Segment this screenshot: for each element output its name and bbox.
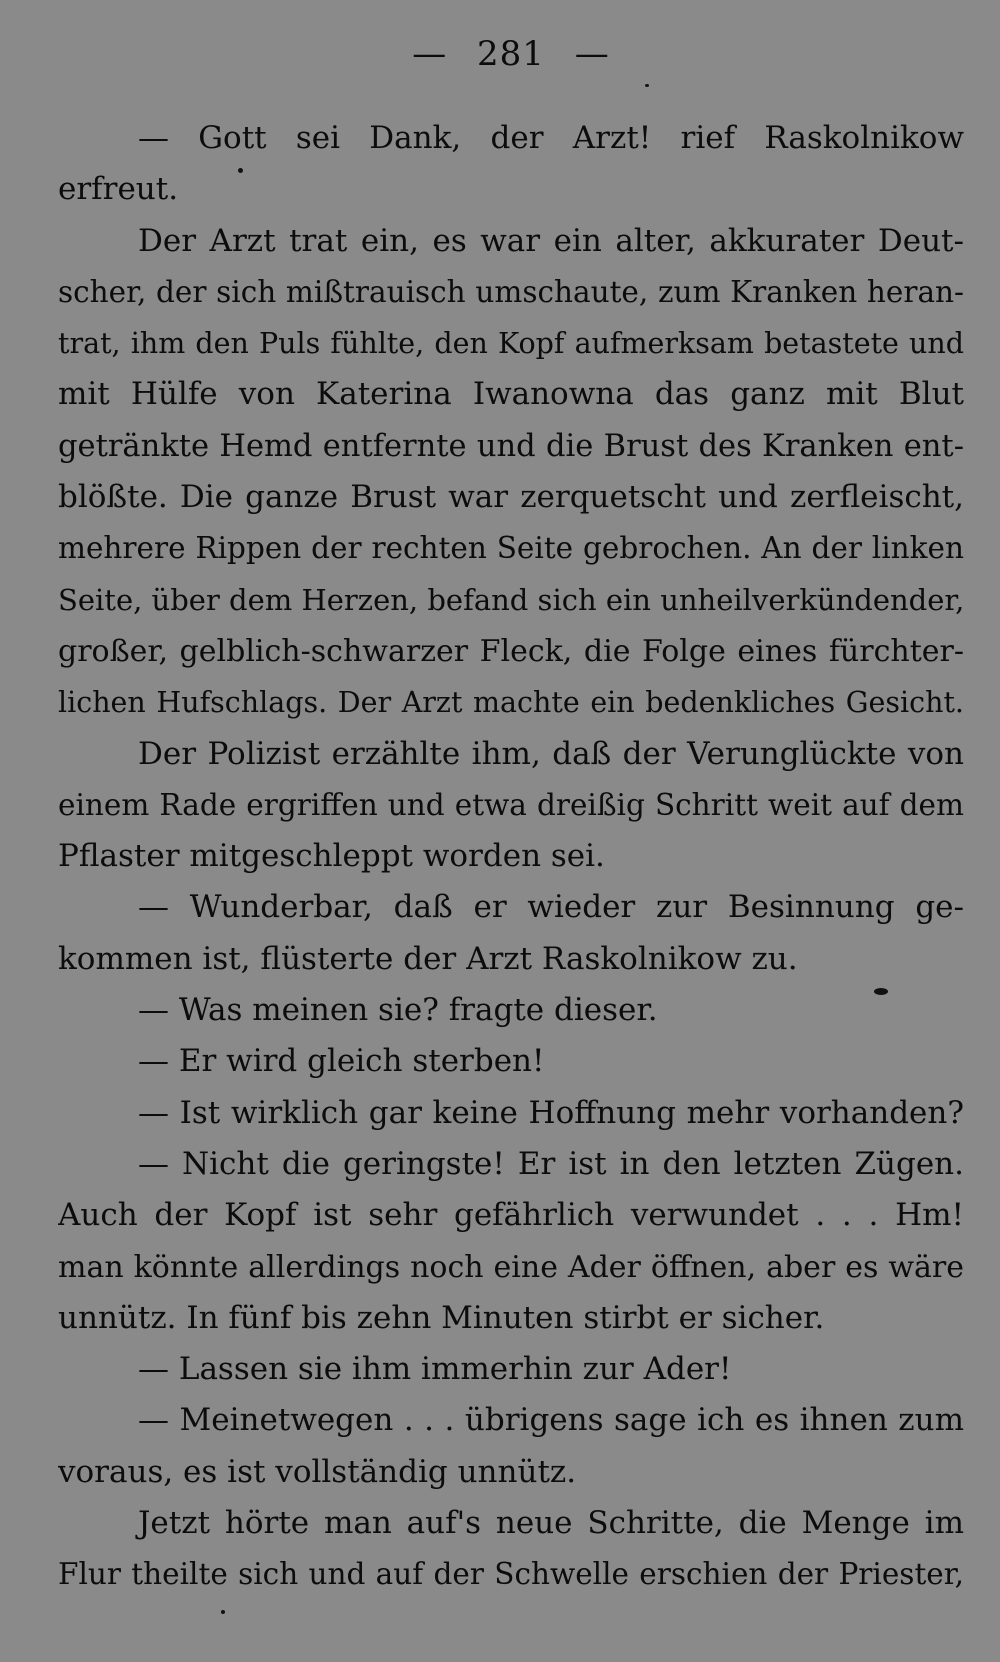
- text-line: mehrere Rippen der rechten Seite gebrochen. An der linken: [58, 531, 964, 566]
- text-line: getränkte Hemd entfernte und die Brust des Kranken ent-: [58, 428, 964, 464]
- text-line: unnütz. In fünf bis zehn Minuten stirbt er sicher.: [58, 1299, 825, 1336]
- body-text: [58, 113, 964, 1601]
- text-line: — Nicht die geringste! Er ist in den letzten Zügen.: [138, 1145, 964, 1182]
- text-line: voraus, es ist vollständig unnütz.: [58, 1453, 577, 1490]
- text-line: Flur theilte sich und auf der Schwelle erschien der Priester,: [58, 1557, 964, 1592]
- text-line: — Meinetwegen . . . übrigens sage ich es ihnen zum: [138, 1402, 964, 1439]
- book-page: [58, 0, 964, 1662]
- text-line: kommen ist, flüsterte der Arzt Raskolnikow zu.: [58, 940, 798, 977]
- scan-speck: [645, 84, 649, 87]
- text-line: erfreut.: [58, 171, 179, 208]
- page-header: [58, 34, 964, 74]
- text-line: man könnte allerdings noch eine Ader öffnen, aber es wäre: [58, 1249, 964, 1285]
- text-line: Der Arzt trat ein, es war ein alter, akkurater Deut-: [138, 222, 964, 259]
- text-line: scher, der sich mißtrauisch umschaute, zum Kranken heran-: [58, 274, 964, 309]
- text-line: blößte. Die ganze Brust war zerquetscht und zerfleischt,: [58, 479, 964, 516]
- scan-speck: [238, 168, 243, 173]
- header-dash-left: —: [412, 34, 448, 74]
- text-line: Der Polizist erzählte ihm, daß der Verunglückte von: [138, 735, 964, 772]
- text-line: mit Hülfe von Katerina Iwanowna das ganz mit Blut: [58, 376, 964, 413]
- scan-speck: [874, 988, 888, 995]
- text-line: — Lassen sie ihm immerhin zur Ader!: [138, 1351, 732, 1388]
- text-line: lichen Hufschlags. Der Arzt machte ein bedenkliches Gesicht.: [58, 686, 964, 720]
- text-line: — Wunderbar, daß er wieder zur Besinnung ge-: [138, 889, 964, 926]
- header-dash-right: —: [574, 34, 610, 74]
- text-line: einem Rade ergriffen und etwa dreißig Schritt weit auf dem: [58, 787, 964, 822]
- text-line: — Was meinen sie? fragte dieser.: [138, 992, 658, 1029]
- scan-speck: [221, 1610, 225, 1614]
- text-line: trat, ihm den Puls fühlte, den Kopf aufmerksam betastete und: [58, 327, 964, 361]
- text-line: Pflaster mitgeschleppt worden sei.: [58, 838, 605, 875]
- text-line: — Ist wirklich gar keine Hoffnung mehr vorhanden?: [138, 1094, 964, 1131]
- text-line: Seite, über dem Herzen, befand sich ein unheilverkündender,: [58, 582, 964, 617]
- text-line: Jetzt hörte man auf's neue Schritte, die Menge im: [138, 1505, 964, 1542]
- text-line: — Er wird gleich sterben!: [138, 1043, 545, 1080]
- text-line: großer, gelblich-schwarzer Fleck, die Folge eines fürchter-: [58, 633, 964, 669]
- text-line: Auch der Kopf ist sehr gefährlich verwundet . . . Hm!: [58, 1197, 964, 1234]
- page-number: 281: [477, 34, 545, 74]
- text-line: — Gott sei Dank, der Arzt! rief Raskolnikow: [138, 120, 964, 156]
